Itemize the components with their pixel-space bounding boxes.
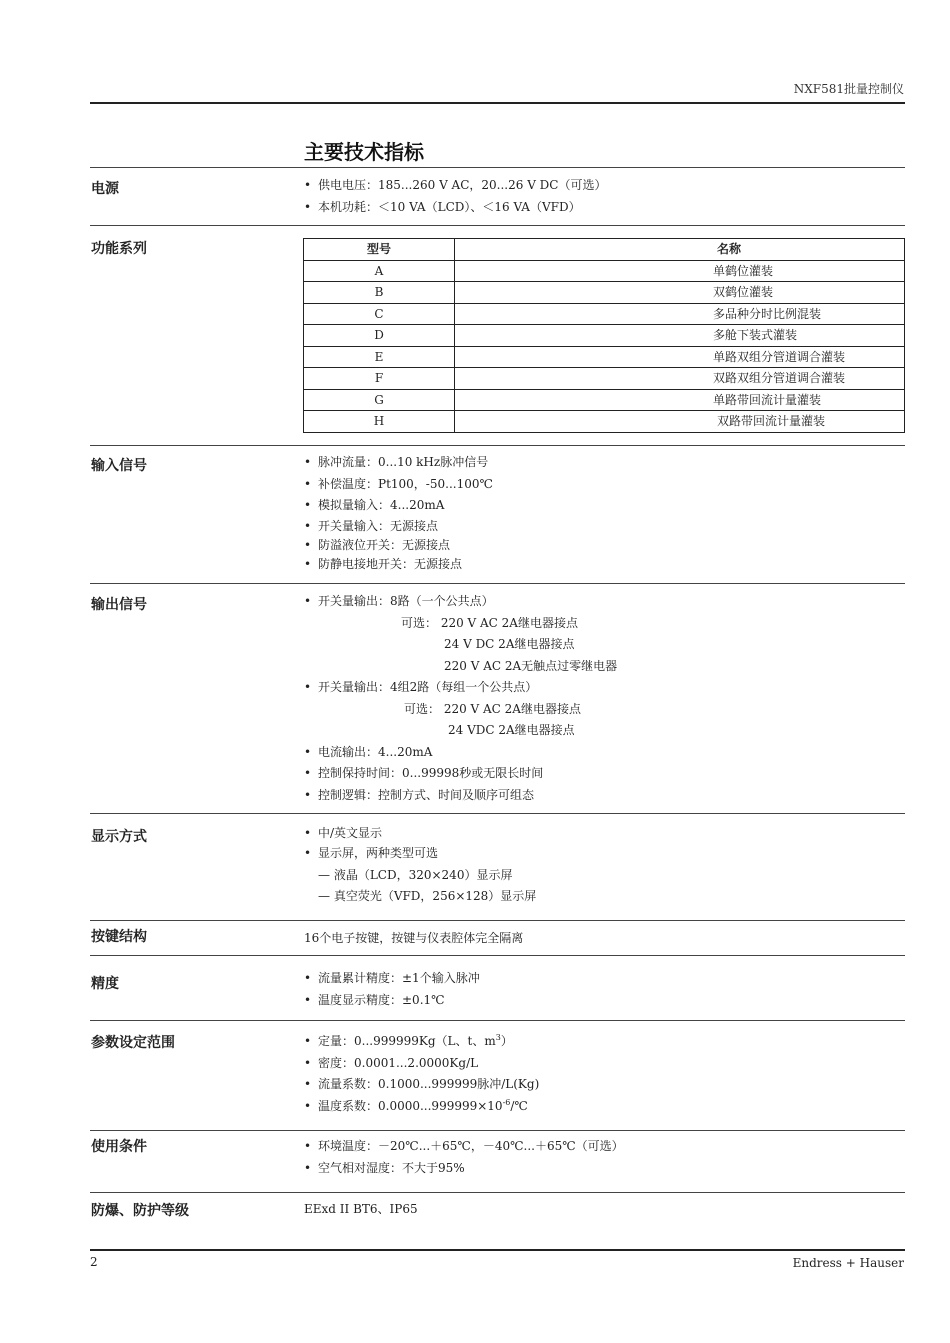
output-option-line: 24 VDC 2A继电器接点 [448,723,575,737]
input-line: • 开关量输入：无源接点 [304,517,493,536]
section-input-content [304,452,493,574]
display-line: • 显示屏，两种类型可选 [304,843,536,865]
section-divider [90,813,905,814]
output-option-line: 220 V AC 2A无触点过零继电器 [444,658,618,673]
column-header-name: 名称 [455,239,905,261]
table-cell-name: 多品种分时比例混装 [455,303,905,325]
table-cell-name: 单路带回流计量灌装 [455,389,905,411]
table-row [304,346,905,368]
section-label-power: 电源 [91,181,119,197]
params-line-text: 温度系数：0.0000...999999×10 [318,1098,503,1113]
accuracy-line: • 流量累计精度：±1个输入脉冲 [304,968,480,990]
section-divider [90,445,905,446]
output-line: • 控制逻辑：控制方式、时间及顺序可组态 [304,785,617,807]
table-row [304,325,905,347]
power-line: • 供电电压：185...260 V AC，20...26 V DC（可选） [304,175,606,197]
keys-text: 16个电子按键，按键与仪表腔体完全隔离 [304,931,524,945]
table-row [304,303,905,325]
superscript: -6 [502,1097,511,1107]
section-divider [90,583,905,584]
section-label-explosion: 防爆、防护等级 [91,1203,189,1219]
params-line: • 密度：0.0001...2.0000Kg/L [304,1053,539,1075]
section-divider [90,225,905,226]
display-sub-line: — 真空荧光（VFD，256×128）显示屏 [318,889,537,903]
accuracy-line: • 温度显示精度：±0.1℃ [304,990,480,1012]
table-cell-model: C [304,303,455,325]
table-cell-name: 双鹤位灌装 [455,282,905,304]
input-line: • 补偿温度：Pt100，-50...100℃ [304,474,493,496]
params-line-end: ） [500,1034,513,1048]
table-cell-model: A [304,260,455,282]
input-line: • 防溢液位开关：无源接点 [304,536,493,555]
column-header-model: 型号 [304,239,455,261]
section-output-content [304,591,617,806]
output-option-line: 可选： 220 V AC 2A继电器接点 [401,615,578,630]
display-sub-line: — 液晶（LCD，320×240）显示屏 [318,867,513,882]
section-display-content [304,824,536,908]
section-divider [90,955,905,956]
output-line: • 控制保持时间：0...99998秒或无限长时间 [304,763,617,785]
table-cell-name: 单路双组分管道调合灌装 [455,346,905,368]
table-cell-model: D [304,325,455,347]
params-line-end: /℃ [510,1098,528,1113]
table-row [304,368,905,390]
header-rule [90,102,905,104]
table-cell-model: B [304,282,455,304]
params-line-text: 定量：0...999999Kg（L、t、m [318,1034,496,1048]
table-cell-name: 双路双组分管道调合灌装 [455,368,905,390]
table-cell-name: 单鹤位灌装 [455,260,905,282]
output-option-line: 24 V DC 2A继电器接点 [444,637,575,651]
table-header-row [304,239,905,261]
section-label-display: 显示方式 [91,829,147,845]
page-title: 主要技术指标 [304,140,424,164]
section-label-output: 输出信号 [91,597,147,613]
display-line: • 中/英文显示 [304,824,536,843]
output-option-line: 可选： 220 V AC 2A继电器接点 [404,701,581,716]
input-line: • 脉冲流量：0...10 kHz脉冲信号 [304,452,493,474]
function-series-table [303,238,905,433]
section-power-content [304,175,606,218]
input-line: • 防静电接地开关：无源接点 [304,555,493,574]
params-line [304,1031,539,1053]
table-cell-name: 多舱下装式灌装 [455,325,905,347]
brand-name: Endress + Hauser [792,1256,904,1270]
section-accuracy-content [304,968,480,1011]
section-label-accuracy: 精度 [91,976,119,992]
table-row [304,282,905,304]
output-line: • 开关量输出：4组2路（每组一个公共点） [304,677,617,699]
conditions-line: • 环境温度：－20℃...＋65℃，－40℃...＋65℃（可选） [304,1136,624,1158]
section-label-conditions: 使用条件 [91,1139,147,1155]
footer-rule [90,1249,905,1251]
table-cell-name: 双路带回流计量灌装 [455,411,905,433]
document-title: NXF581批量控制仪 [793,82,904,96]
params-line [304,1096,539,1118]
table-row [304,389,905,411]
section-params-content [304,1031,539,1117]
section-divider [90,1130,905,1131]
section-explosion-content [304,1199,418,1221]
section-divider [90,1020,905,1021]
table-row [304,411,905,433]
section-divider [90,920,905,921]
table-row [304,260,905,282]
input-line: • 模拟量输入：4...20mA [304,495,493,517]
section-divider [90,167,905,168]
conditions-line: • 空气相对湿度：不大于95% [304,1158,624,1180]
table-cell-model: H [304,411,455,433]
table-cell-model: E [304,346,455,368]
section-divider [90,1192,905,1193]
explosion-text: EExd II BT6、IP65 [304,1202,418,1216]
section-label-input: 输入信号 [91,458,147,474]
page-number: 2 [90,1255,98,1269]
section-label-function: 功能系列 [91,241,147,257]
table-cell-model: F [304,368,455,390]
section-label-keys: 按键结构 [91,929,147,945]
superscript: 3 [495,1033,501,1042]
power-line: • 本机功耗：＜10 VA（LCD）、＜16 VA（VFD） [304,197,606,219]
table-cell-model: G [304,389,455,411]
output-line: • 开关量输出：8路（一个公共点） [304,591,617,613]
section-keys-content [304,928,523,950]
section-label-params: 参数设定范围 [91,1035,175,1051]
section-conditions-content [304,1136,624,1179]
params-line: • 流量系数：0.1000...999999脉冲/L(Kg) [304,1074,539,1096]
output-line: • 电流输出：4...20mA [304,742,617,764]
